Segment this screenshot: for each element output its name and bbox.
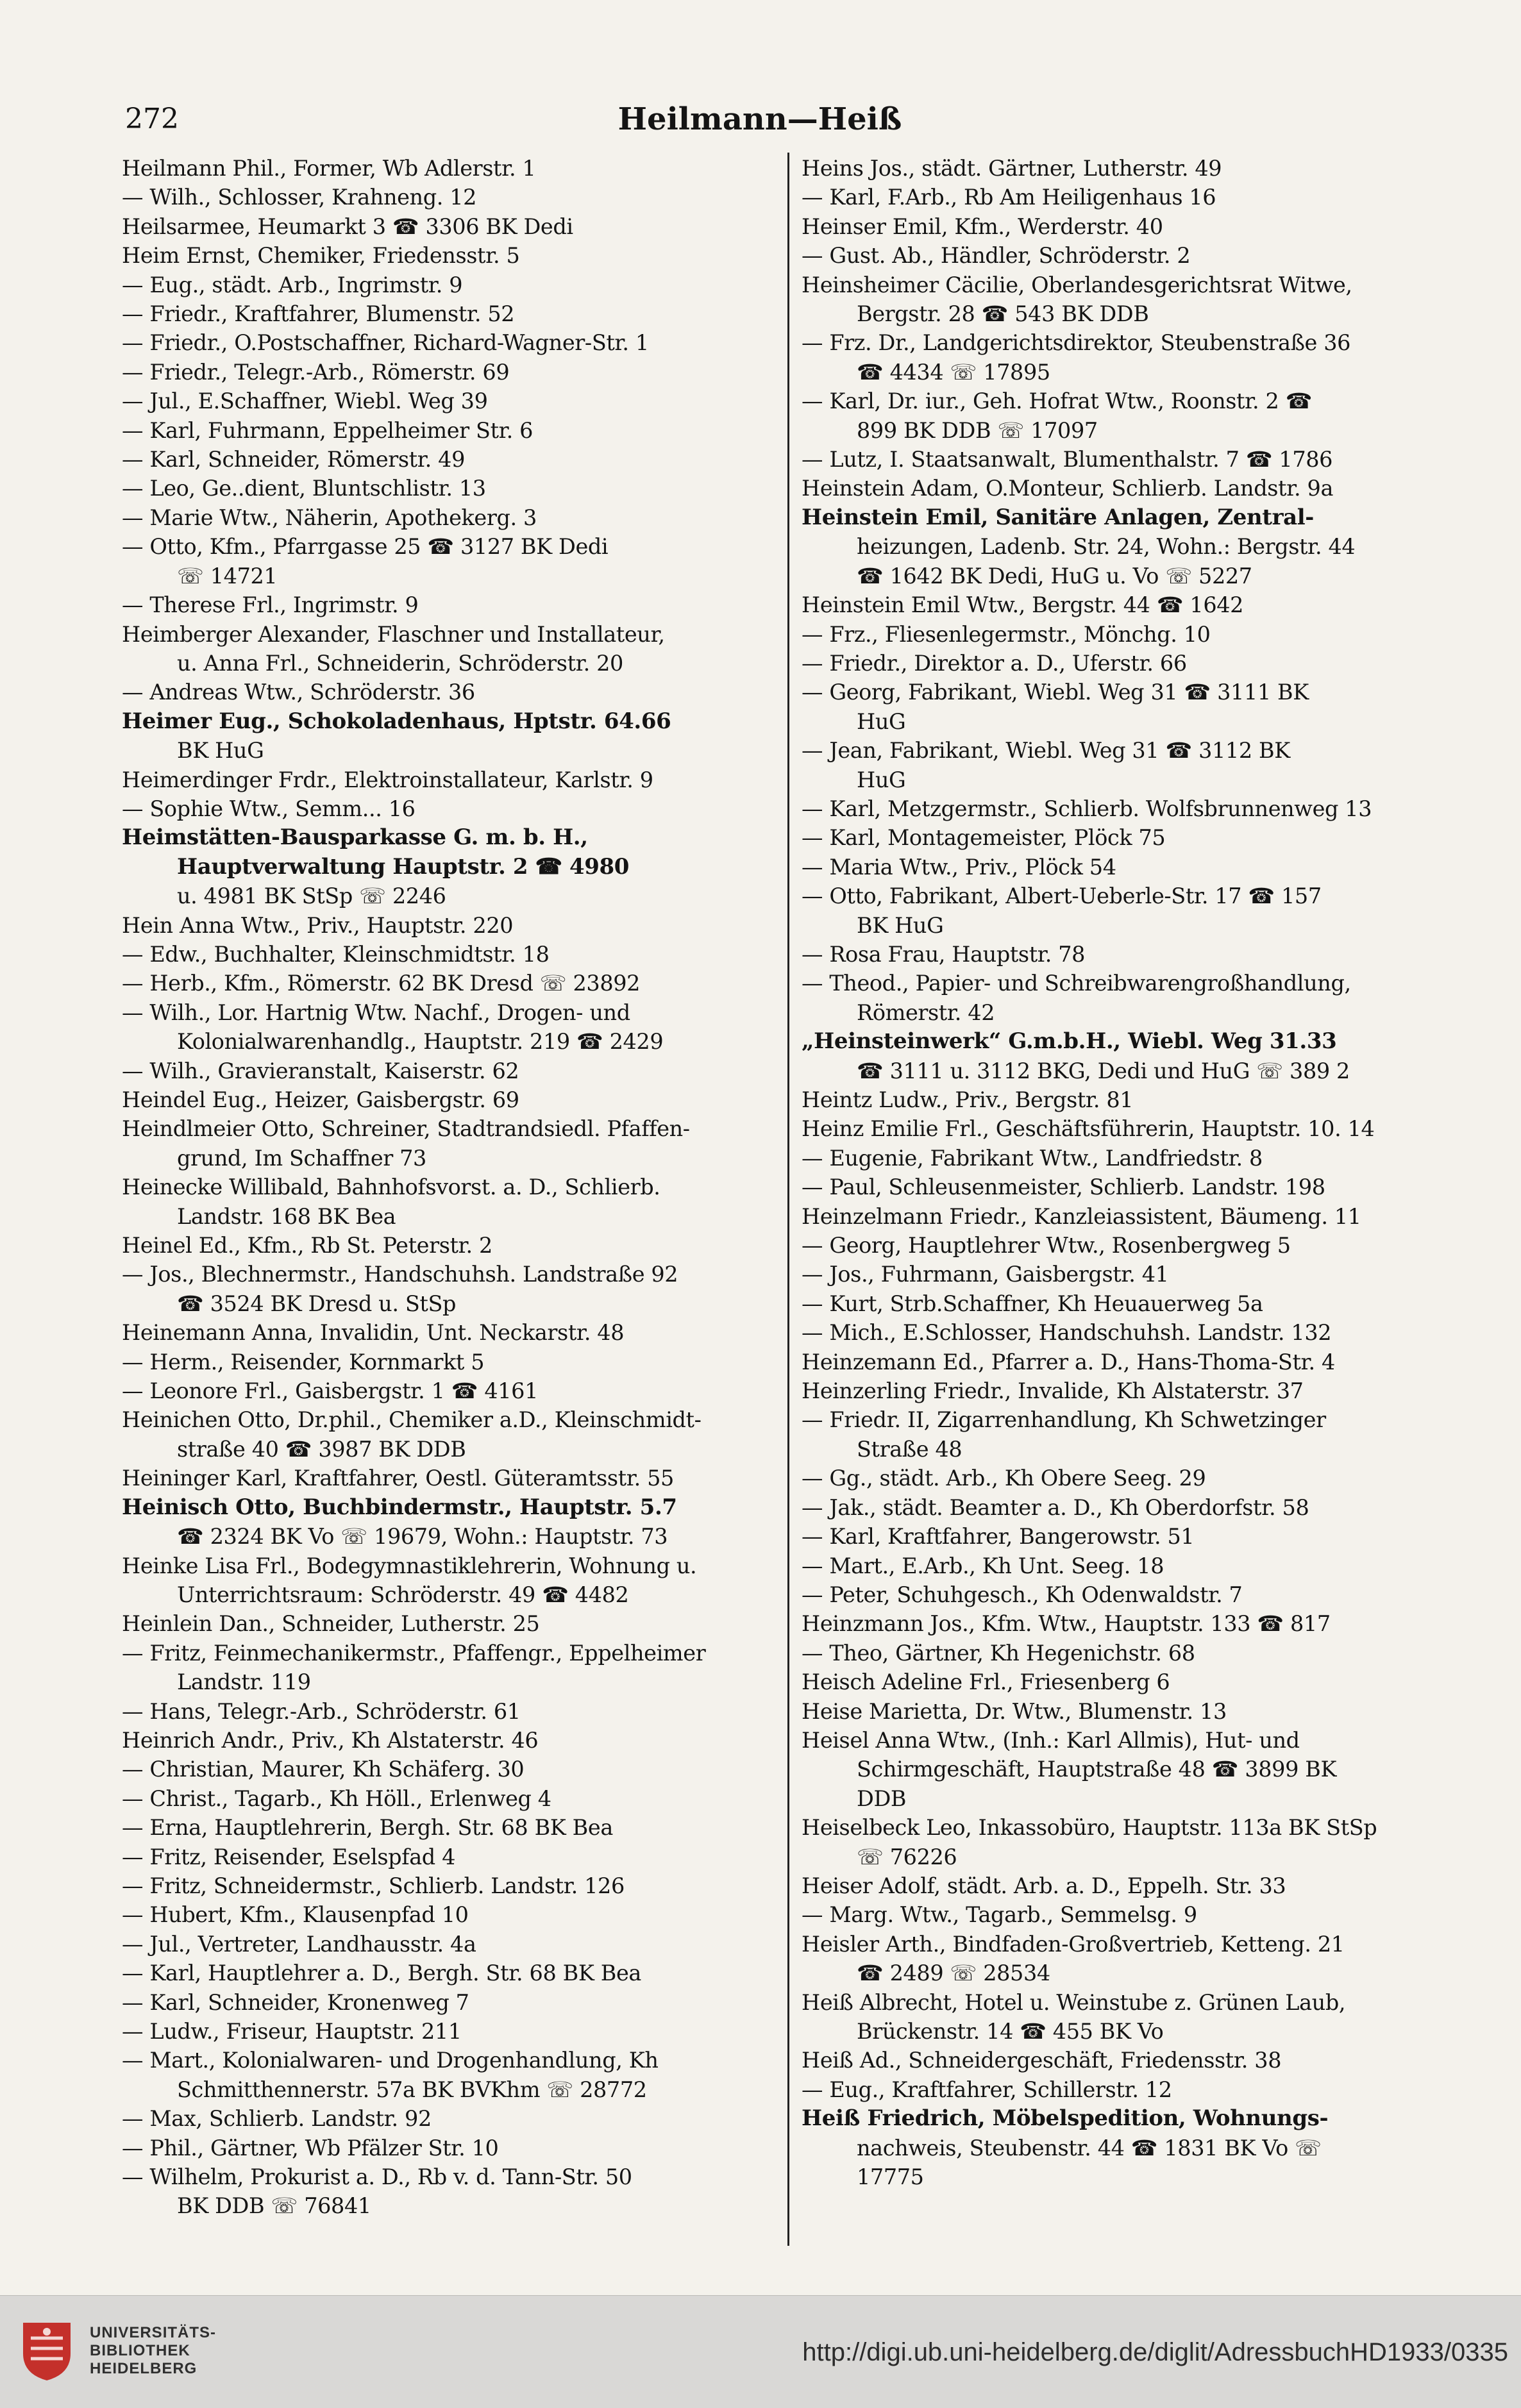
directory-entry-continuation: BK DDB ☏ 76841: [177, 2193, 371, 2219]
directory-entry: — Leo, Ge..dient, Bluntschlistr. 13: [122, 476, 486, 501]
viewer-footer: [0, 2295, 1521, 2408]
directory-entry: Heiß Ad., Schneidergeschäft, Friedensstr. 38: [802, 2048, 1282, 2073]
directory-entry-continuation: HuG: [857, 708, 906, 734]
page-title: Heilmann—Heiß: [618, 101, 902, 137]
directory-entry: — Eug., Kraftfahrer, Schillerstr. 12: [802, 2077, 1172, 2102]
directory-entry: Heise Marietta, Dr. Wtw., Blumenstr. 13: [802, 1698, 1227, 1724]
directory-entry: — Theod., Papier- und Schreibwarengroßhandlung,: [802, 971, 1351, 996]
directory-entry: — Sophie Wtw., Semm... 16: [122, 796, 416, 821]
directory-entry-continuation: Unterrichtsraum: Schröderstr. 49 ☎ 4482: [177, 1582, 629, 1607]
directory-entry: Heilmann Phil., Former, Wb Adlerstr. 1: [122, 156, 536, 181]
directory-entry-continuation: nachweis, Steubenstr. 44 ☎ 1831 BK Vo ☏: [857, 2135, 1322, 2161]
directory-entry: Heisler Arth., Bindfaden-Großvertrieb, Ketteng. 21: [802, 1931, 1345, 1957]
directory-entry: — Herb., Kfm., Römerstr. 62 BK Dresd ☏ 23892: [122, 971, 641, 996]
directory-entry: — Kurt, Strb.Schaffner, Kh Heuauerweg 5a: [802, 1291, 1263, 1316]
directory-entry: — Fritz, Feinmechanikermstr., Pfaffengr., Eppelheimer: [122, 1640, 706, 1666]
directory-entry: — Wilhelm, Prokurist a. D., Rb v. d. Tann-Str. 50: [122, 2164, 632, 2190]
directory-entry-continuation: 17775: [857, 2164, 924, 2190]
directory-entry: Heininger Karl, Kraftfahrer, Oestl. Güteramtsstr. 55: [122, 1466, 674, 1491]
directory-entry: — Mich., E.Schlosser, Handschuhsh. Landstr. 132: [802, 1320, 1332, 1346]
directory-entry: Heiß Friedrich, Möbelspedition, Wohnungs-: [802, 2105, 1329, 2132]
directory-entry: Heiser Adolf, städt. Arb. a. D., Eppelh. Str. 33: [802, 1873, 1286, 1898]
directory-entry-continuation: BK HuG: [857, 912, 944, 938]
directory-entry: — Marie Wtw., Näherin, Apothekerg. 3: [122, 505, 537, 530]
directory-entry-continuation: Römerstr. 42: [857, 999, 995, 1025]
directory-entry-continuation: BK HuG: [177, 738, 264, 764]
directory-entry: — Ludw., Friseur, Hauptstr. 211: [122, 2019, 462, 2044]
directory-entry: Heimberger Alexander, Flaschner und Installateur,: [122, 621, 665, 647]
directory-entry: — Wilh., Lor. Hartnig Wtw. Nachf., Drogen- und: [122, 999, 630, 1025]
directory-entry: — Maria Wtw., Priv., Plöck 54: [802, 854, 1116, 880]
directory-entry: — Theo, Gärtner, Kh Hegenichstr. 68: [802, 1640, 1195, 1666]
directory-entry: Heimer Eug., Schokoladenhaus, Hptstr. 64.66: [122, 708, 671, 734]
directory-entry-continuation: grund, Im Schaffner 73: [177, 1145, 426, 1171]
directory-entry-continuation: u. 4981 BK StSp ☏ 2246: [177, 883, 446, 909]
directory-entry: Heinzelmann Friedr., Kanzleiassistent, Bäumeng. 11: [802, 1203, 1361, 1229]
right-column: [802, 154, 1462, 2270]
directory-entry-continuation: Brückenstr. 14 ☎ 455 BK Vo: [857, 2019, 1164, 2044]
directory-entry-continuation: Schmitthennerstr. 57a BK BVKhm ☏ 28772: [177, 2077, 647, 2102]
directory-entry-continuation: ☎ 4434 ☏ 17895: [857, 359, 1050, 385]
directory-entry: — Friedr., Kraftfahrer, Blumenstr. 52: [122, 301, 515, 327]
directory-entry: Heinstein Adam, O.Monteur, Schlierb. Landstr. 9a: [802, 476, 1334, 501]
directory-entry: — Friedr. II, Zigarrenhandlung, Kh Schwetzinger: [802, 1407, 1326, 1433]
directory-entry: Heiselbeck Leo, Inkassobüro, Hauptstr. 113a BK StSp: [802, 1815, 1377, 1841]
directory-entry: — Friedr., Direktor a. D., Uferstr. 66: [802, 650, 1187, 676]
directory-entry: — Karl, Montagemeister, Plöck 75: [802, 825, 1166, 851]
directory-entry: — Karl, Dr. iur., Geh. Hofrat Wtw., Roonstr. 2 ☎: [802, 389, 1313, 414]
directory-entry-continuation: ☏ 76226: [857, 1844, 957, 1869]
directory-entry: Heiß Albrecht, Hotel u. Weinstube z. Grünen Laub,: [802, 1989, 1346, 2015]
directory-entry: Heinzemann Ed., Pfarrer a. D., Hans-Thoma-Str. 4: [802, 1349, 1335, 1375]
directory-entry: Heinisch Otto, Buchbindermstr., Hauptstr. 5.7: [122, 1494, 677, 1520]
directory-entry: — Hubert, Kfm., Klausenpfad 10: [122, 1902, 469, 1928]
university-library-logo-icon: [18, 2319, 76, 2383]
directory-entry: Heindlmeier Otto, Schreiner, Stadtrandsiedl. Pfaffen-: [122, 1116, 690, 1142]
directory-entry: Heinlein Dan., Schneider, Lutherstr. 25: [122, 1611, 540, 1637]
directory-entry-continuation: straße 40 ☎ 3987 BK DDB: [177, 1436, 466, 1462]
directory-entry-continuation: ☎ 3524 BK Dresd u. StSp: [177, 1291, 457, 1316]
directory-entry: — Georg, Fabrikant, Wiebl. Weg 31 ☎ 3111 BK: [802, 680, 1309, 705]
directory-entry: Heins Jos., städt. Gärtner, Lutherstr. 49: [802, 156, 1222, 181]
library-name-line: UNIVERSITÄTS-: [90, 2324, 217, 2341]
directory-entry: — Jos., Fuhrmann, Gaisbergstr. 41: [802, 1262, 1169, 1287]
directory-entry: — Max, Schlierb. Landstr. 92: [122, 2106, 432, 2132]
directory-entry-continuation: ☏ 14721: [177, 563, 278, 589]
directory-entry: — Jak., städt. Beamter a. D., Kh Oberdorfstr. 58: [802, 1494, 1309, 1520]
directory-entry-continuation: ☎ 2489 ☏ 28534: [857, 1961, 1050, 1986]
directory-entry: — Rosa Frau, Hauptstr. 78: [802, 941, 1086, 967]
directory-entry: — Gg., städt. Arb., Kh Obere Seeg. 29: [802, 1466, 1206, 1491]
directory-entry-continuation: Kolonialwarenhandlg., Hauptstr. 219 ☎ 2429: [177, 1029, 664, 1055]
directory-entry: Heinemann Anna, Invalidin, Unt. Neckarstr. 48: [122, 1320, 625, 1346]
directory-entry: — Therese Frl., Ingrimstr. 9: [122, 592, 419, 618]
library-name-line: BIBLIOTHEK: [90, 2342, 190, 2359]
directory-entry: — Marg. Wtw., Tagarb., Semmelsg. 9: [802, 1902, 1197, 1928]
directory-entry-continuation: ☎ 2324 BK Vo ☏ 19679, Wohn.: Hauptstr. 73: [177, 1524, 668, 1550]
directory-entry: Heinzmann Jos., Kfm. Wtw., Hauptstr. 133 ☎ 817: [802, 1611, 1331, 1637]
page-number: 272: [125, 103, 179, 135]
directory-entry: — Frz. Dr., Landgerichtsdirektor, Steubenstraße 36: [802, 330, 1351, 356]
directory-entry: Heisch Adeline Frl., Friesenberg 6: [802, 1669, 1170, 1695]
directory-entry: — Jos., Blechnermstr., Handschuhsh. Landstraße 92: [122, 1262, 678, 1287]
directory-entry: — Peter, Schuhgesch., Kh Odenwaldstr. 7: [802, 1582, 1243, 1607]
directory-entry: — Fritz, Schneidermstr., Schlierb. Landstr. 126: [122, 1873, 625, 1898]
directory-entry: — Hans, Telegr.-Arb., Schröderstr. 61: [122, 1698, 521, 1724]
directory-entry-continuation: HuG: [857, 767, 906, 792]
directory-entry: — Karl, Hauptlehrer a. D., Bergh. Str. 68 BK Bea: [122, 1961, 641, 1986]
source-url-link[interactable]: http://digi.ub.uni-heidelberg.de/diglit/AdressbuchHD1933/0335: [802, 2338, 1508, 2366]
directory-entry-continuation: heizungen, Ladenb. Str. 24, Wohn.: Bergstr. 44: [857, 534, 1356, 560]
directory-entry: — Karl, F.Arb., Rb Am Heiligenhaus 16: [802, 185, 1216, 210]
directory-entry: — Karl, Metzgermstr., Schlierb. Wolfsbrunnenweg 13: [802, 796, 1372, 821]
directory-entry: — Fritz, Reisender, Eselspfad 4: [122, 1844, 455, 1869]
directory-entry-continuation: u. Anna Frl., Schneiderin, Schröderstr. 20: [177, 650, 623, 676]
directory-entry-continuation: Landstr. 119: [177, 1669, 311, 1695]
directory-entry: „Heinsteinwerk“ G.m.b.H., Wiebl. Weg 31.33: [802, 1028, 1337, 1055]
directory-entry: — Friedr., O.Postschaffner, Richard-Wagner-Str. 1: [122, 330, 649, 356]
directory-entry: Heinrich Andr., Priv., Kh Alstaterstr. 46: [122, 1727, 539, 1753]
directory-entry: — Edw., Buchhalter, Kleinschmidtstr. 18: [122, 941, 550, 967]
directory-entry: Heinser Emil, Kfm., Werderstr. 40: [802, 213, 1163, 239]
directory-entry: Heinz Emilie Frl., Geschäftsführerin, Hauptstr. 10. 14: [802, 1116, 1375, 1142]
directory-entry: — Karl, Fuhrmann, Eppelheimer Str. 6: [122, 417, 533, 443]
directory-entry: — Lutz, I. Staatsanwalt, Blumenthalstr. 7 ☎ 1786: [802, 447, 1333, 472]
directory-entry-continuation: 899 BK DDB ☏ 17097: [857, 417, 1098, 443]
directory-entry: Heinichen Otto, Dr.phil., Chemiker a.D., Kleinschmidt-: [122, 1407, 702, 1433]
directory-entry: — Karl, Schneider, Römerstr. 49: [122, 447, 465, 472]
directory-entry-continuation: Landstr. 168 BK Bea: [177, 1203, 396, 1229]
directory-entry: Heinecke Willibald, Bahnhofsvorst. a. D., Schlierb.: [122, 1175, 660, 1200]
directory-entry: — Jean, Fabrikant, Wiebl. Weg 31 ☎ 3112 BK: [802, 738, 1290, 764]
directory-entry: Heinel Ed., Kfm., Rb St. Peterstr. 2: [122, 1233, 492, 1258]
directory-entry: Heimstätten-Bausparkasse G. m. b. H.,: [122, 824, 588, 851]
directory-entry: Heinstein Emil, Sanitäre Anlagen, Zentral-: [802, 504, 1314, 530]
directory-entry: — Christian, Maurer, Kh Schäferg. 30: [122, 1757, 525, 1782]
directory-entry-continuation: Schirmgeschäft, Hauptstraße 48 ☎ 3899 BK: [857, 1757, 1337, 1782]
directory-entry: — Christ., Tagarb., Kh Höll., Erlenweg 4: [122, 1785, 551, 1811]
directory-entry: Heilsarmee, Heumarkt 3 ☎ 3306 BK Dedi: [122, 213, 573, 239]
directory-entry: — Jul., E.Schaffner, Wiebl. Weg 39: [122, 389, 488, 414]
directory-entry: — Eug., städt. Arb., Ingrimstr. 9: [122, 272, 463, 297]
directory-entry: — Erna, Hauptlehrerin, Bergh. Str. 68 BK Bea: [122, 1815, 613, 1841]
directory-entry-continuation: Hauptverwaltung Hauptstr. 2 ☎ 4980: [177, 853, 629, 880]
library-name: [90, 2324, 216, 2378]
directory-entry: — Paul, Schleusenmeister, Schlierb. Landstr. 198: [802, 1175, 1325, 1200]
directory-entry: — Leonore Frl., Gaisbergstr. 1 ☎ 4161: [122, 1378, 538, 1404]
directory-entry: Heinstein Emil Wtw., Bergstr. 44 ☎ 1642: [802, 592, 1244, 618]
directory-entry: Heim Ernst, Chemiker, Friedensstr. 5: [122, 243, 520, 269]
directory-entry: — Phil., Gärtner, Wb Pfälzer Str. 10: [122, 2135, 499, 2161]
directory-entry-continuation: DDB: [857, 1785, 907, 1811]
directory-entry: Heimerdinger Frdr., Elektroinstallateur, Karlstr. 9: [122, 767, 653, 792]
directory-entry: Heindel Eug., Heizer, Gaisbergstr. 69: [122, 1087, 519, 1112]
directory-entry: Hein Anna Wtw., Priv., Hauptstr. 220: [122, 912, 514, 938]
directory-entry: — Friedr., Telegr.-Arb., Römerstr. 69: [122, 359, 510, 385]
directory-entry: — Jul., Vertreter, Landhausstr. 4a: [122, 1931, 476, 1957]
directory-entry-continuation: Bergstr. 28 ☎ 543 BK DDB: [857, 301, 1149, 327]
left-column: [122, 154, 763, 2270]
directory-entry: Heinke Lisa Frl., Bodegymnastiklehrerin, Wohnung u.: [122, 1553, 697, 1578]
directory-entry: Heintz Ludw., Priv., Bergstr. 81: [802, 1087, 1134, 1112]
directory-entry: — Karl, Schneider, Kronenweg 7: [122, 1989, 469, 2015]
page-header: [125, 96, 1395, 141]
directory-entry-continuation: ☎ 3111 u. 3112 BKG, Dedi und HuG ☏ 389 2: [857, 1058, 1350, 1083]
column-divider: [787, 153, 789, 2246]
directory-entry: Heisel Anna Wtw., (Inh.: Karl Allmis), Hut- und: [802, 1727, 1300, 1753]
directory-entry: — Gust. Ab., Händler, Schröderstr. 2: [802, 243, 1191, 269]
directory-entry: — Mart., E.Arb., Kh Unt. Seeg. 18: [802, 1553, 1164, 1578]
directory-entry: — Georg, Hauptlehrer Wtw., Rosenbergweg 5: [802, 1233, 1291, 1258]
directory-entry: — Mart., Kolonialwaren- und Drogenhandlung, Kh: [122, 2048, 659, 2073]
library-name-line: HEIDELBERG: [90, 2360, 197, 2377]
directory-entry: Heinsheimer Cäcilie, Oberlandesgerichtsrat Witwe,: [802, 272, 1352, 297]
directory-entry-continuation: ☎ 1642 BK Dedi, HuG u. Vo ☏ 5227: [857, 563, 1252, 589]
directory-entry: — Wilh., Gravieranstalt, Kaiserstr. 62: [122, 1058, 519, 1083]
directory-entry: — Karl, Kraftfahrer, Bangerowstr. 51: [802, 1524, 1195, 1550]
directory-entry: — Andreas Wtw., Schröderstr. 36: [122, 680, 475, 705]
directory-entry: — Frz., Fliesenlegermstr., Mönchg. 10: [802, 621, 1211, 647]
directory-entry: — Eugenie, Fabrikant Wtw., Landfriedstr. 8: [802, 1145, 1263, 1171]
directory-entry: — Herm., Reisender, Kornmarkt 5: [122, 1349, 485, 1375]
directory-entry: — Otto, Fabrikant, Albert-Ueberle-Str. 17 ☎ 157: [802, 883, 1322, 909]
directory-entry-continuation: Straße 48: [857, 1436, 962, 1462]
directory-entry: — Otto, Kfm., Pfarrgasse 25 ☎ 3127 BK Dedi: [122, 534, 609, 560]
directory-entry: Heinzerling Friedr., Invalide, Kh Alstaterstr. 37: [802, 1378, 1304, 1404]
directory-entry: — Wilh., Schlosser, Krahneng. 12: [122, 185, 477, 210]
